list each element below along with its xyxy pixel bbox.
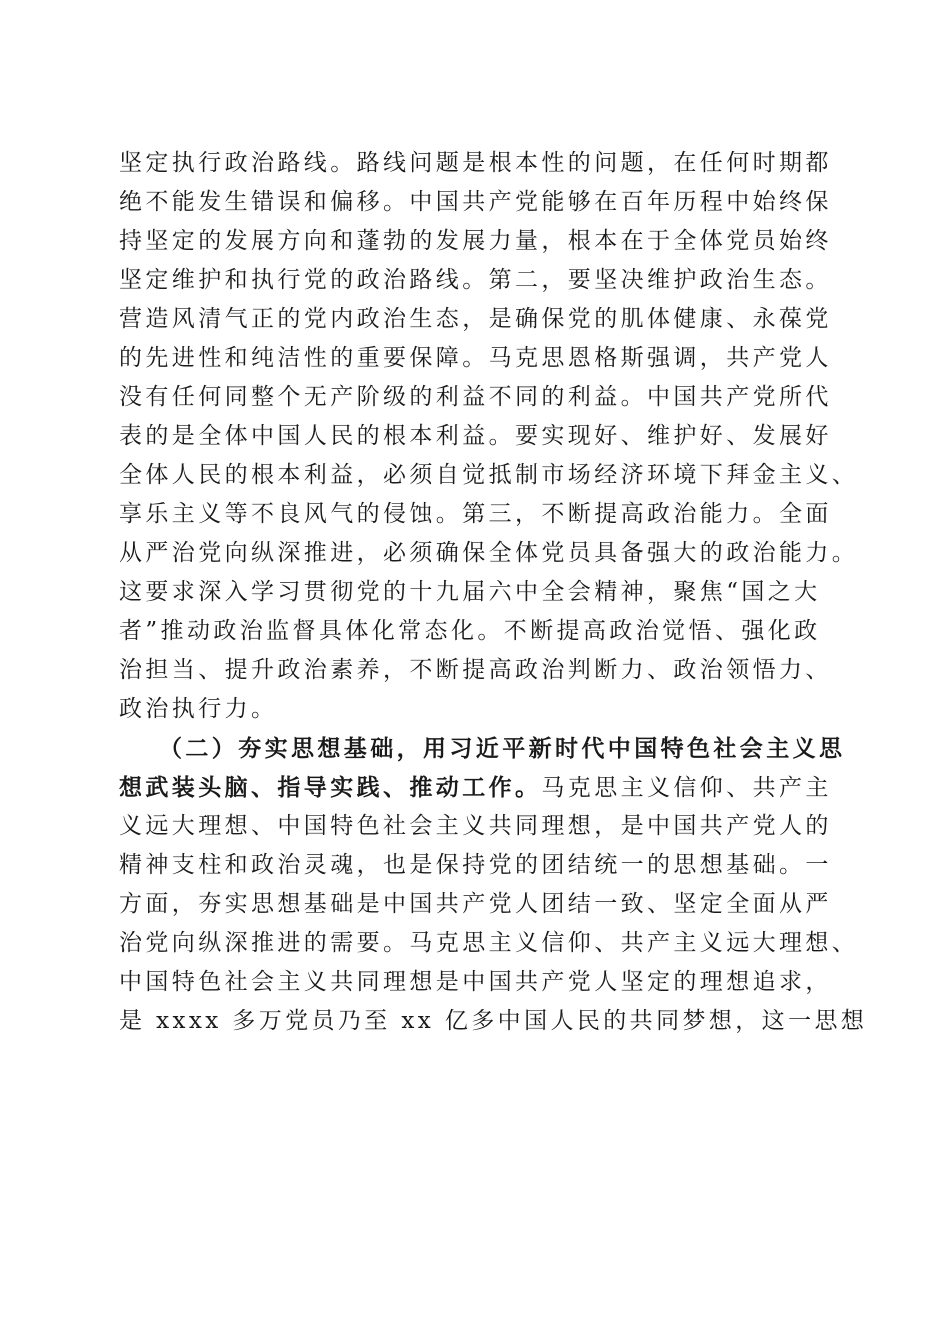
text-line: 绝不能发生错误和偏移。中国共产党能够在百年历程中始终保	[119, 189, 832, 215]
section-heading-end: 想武装头脑、指导实践、推动工作。	[119, 774, 542, 801]
text-line: 表的是全体中国人民的根本利益。要实现好、维护好、发展好	[119, 423, 832, 449]
text-line: 坚定维护和执行党的政治路线。第二，要坚决维护政治生态。	[119, 267, 832, 293]
text-line: 从严治党向纵深推进，必须确保全体党员具备强大的政治能力。	[119, 540, 859, 566]
text-line: 没有任何同整个无产阶级的利益不同的利益。中国共产党所代	[119, 384, 832, 410]
text-run: 马克思主义信仰、共产主	[541, 775, 832, 801]
text-line	[119, 768, 839, 807]
text-line: 享乐主义等不良风气的侵蚀。第三，不断提高政治能力。全面	[119, 501, 832, 527]
text-line: 政治执行力。	[119, 696, 278, 722]
text-line: 义远大理想、中国特色社会主义共同理想，是中国共产党人的	[119, 813, 832, 839]
text-line: 中国特色社会主义共同理想是中国共产党人坚定的理想追求，	[119, 969, 832, 995]
text-line: 精神支柱和政治灵魂，也是保持党的团结统一的思想基础。一	[119, 852, 832, 878]
text-line: 治党向纵深推进的需要。马克思主义信仰、共产主义远大理想、	[119, 930, 859, 956]
section-heading-line: （二）夯实思想基础，用习近平新时代中国特色社会主义思	[159, 735, 846, 762]
body-text	[119, 144, 868, 1041]
text-line: 治担当、提升政治素养，不断提高政治判断力、政治领悟力、	[119, 657, 832, 683]
text-line: 者”推动政治监督具体化常态化。不断提高政治觉悟、强化政	[119, 618, 821, 644]
text-line: 持坚定的发展方向和蓬勃的发展力量，根本在于全体党员始终	[119, 228, 832, 254]
text-line: 坚定执行政治路线。路线问题是根本性的问题，在任何时期都	[119, 150, 832, 176]
text-line: 这要求深入学习贯彻党的十九届六中全会精神，聚焦“国之大	[119, 579, 821, 605]
text-line: 是 xxxx 多万党员乃至 xx 亿多中国人民的共同梦想，这一思想	[119, 1008, 868, 1034]
text-line: 营造风清气正的党内政治生态，是确保党的肌体健康、永葆党	[119, 306, 832, 332]
text-line: 全体人民的根本利益，必须自觉抵制市场经济环境下拜金主义、	[119, 462, 859, 488]
text-line: 方面，夯实思想基础是中国共产党人团结一致、坚定全面从严	[119, 891, 832, 917]
text-line: 的先进性和纯洁性的重要保障。马克思恩格斯强调，共产党人	[119, 345, 832, 371]
